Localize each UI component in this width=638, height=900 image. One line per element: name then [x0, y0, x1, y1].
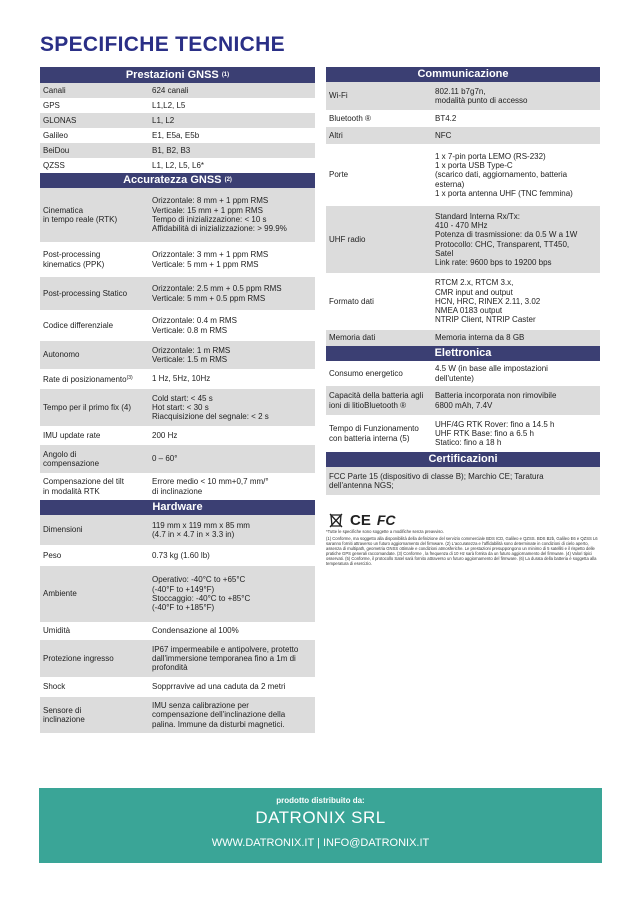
section-header-gnss	[40, 67, 315, 83]
spec-value: Memoria interna da 8 GB	[435, 333, 525, 343]
spec-label: Angolo di compensazione	[43, 449, 100, 468]
spec-row	[40, 341, 315, 369]
spec-value: 4.5 W (in base alle impostazioni dell'utente)	[435, 364, 548, 383]
spec-label-text: Rate di posizionamento	[43, 374, 127, 384]
spec-row	[40, 545, 315, 566]
spec-row	[326, 144, 600, 206]
spec-row	[40, 98, 315, 113]
spec-value: 1 Hz, 5Hz, 10Hz	[152, 374, 211, 384]
footnotes	[326, 529, 602, 568]
certification-logos	[328, 511, 396, 529]
certifications-row	[326, 467, 600, 495]
spec-value: 802.11 b7g7n, modalità punto di accesso	[435, 86, 528, 105]
accuracy-table	[40, 188, 315, 500]
section-title: Accuratezza GNSS	[123, 174, 222, 186]
spec-label: Post-processing kinematics (PPK)	[43, 250, 105, 269]
section-title: Communicazione	[417, 68, 509, 80]
spec-row	[40, 143, 315, 158]
spec-row	[326, 386, 600, 415]
spec-value: 1 x 7-pin porta LEMO (RS-232) 1 x porta USB Type-C (scarico dati, aggiornamento, batteria esterna) 1 x porta antenna UHF (TNC femmina)	[435, 151, 573, 198]
spec-row	[40, 640, 315, 677]
spec-value: L1, L2, L5, L6*	[152, 160, 205, 170]
spec-label: Porte	[329, 170, 349, 180]
spec-label-note: (3)	[126, 374, 133, 381]
spec-value: L1, L2	[152, 115, 175, 125]
spec-value: NFC	[435, 130, 452, 140]
spec-row	[40, 622, 315, 640]
spec-row	[40, 310, 315, 341]
spec-value: L1,L2, L5	[152, 100, 186, 110]
spec-row	[40, 83, 315, 98]
distributor-footer	[39, 788, 602, 863]
spec-value: RTCM 2.x, RTCM 3.x, CMR input and output HCN, HRC, RINEX 2.11, 3.02 NMEA 0183 output NTRIP Client, NTRIP Caster	[435, 278, 541, 325]
spec-label: Tempo per il primo fix (4)	[43, 402, 132, 412]
spec-value: 200 Hz	[152, 430, 178, 440]
section-note: (2)	[224, 177, 232, 183]
distributed-by-label: prodotto distribuito da:	[276, 796, 365, 805]
spec-label: Dimensioni	[43, 525, 83, 535]
spec-value: BT4.2	[435, 113, 457, 123]
spec-value: 0 – 60°	[152, 454, 178, 464]
spec-label: Galileo	[43, 130, 68, 140]
section-note: (1)	[221, 72, 230, 78]
footnote-disclaimer: *Tutte le specifiche sono soggette a modifiche senza preavviso.	[326, 529, 444, 534]
spec-value: E1, E5a, E5b	[152, 130, 200, 140]
spec-label: GLONAS	[43, 115, 77, 125]
fcc-logo: FC	[376, 512, 396, 528]
spec-value: Operativo: -40°C to +65°C (-40°F to +149°F) Stoccaggio: -40°C to +85°C (-40°F to +185°F)	[152, 575, 251, 613]
spec-label: Altri	[329, 130, 343, 140]
spec-value: UHF/4G RTK Rover: fino a 14.5 h UHF RTK Base: fino a 6.5 h Statico: fino a 18 h	[435, 419, 555, 448]
spec-label: Shock	[43, 682, 66, 692]
spec-row	[326, 415, 600, 452]
spec-label: Cinematica in tempo reale (RTK)	[43, 205, 118, 224]
spec-value: Orizzontale: 3 mm + 1 ppm RMS Verticale: 5 mm + 1 ppm RMS	[152, 250, 269, 269]
section-header-hardware	[40, 500, 315, 515]
spec-label: Ambiente	[43, 589, 77, 599]
spec-label: Compensazione del tilt in modalità RTK	[43, 477, 124, 496]
spec-label: Sensore di inclinazione	[43, 705, 85, 724]
spec-label: BeiDou	[43, 145, 70, 155]
spec-value: Batteria incorporata non rimovibile 6800 mAh, 7.4V	[435, 391, 557, 410]
spec-label: GPS	[43, 100, 60, 110]
spec-row	[40, 445, 315, 473]
spec-value: Standard Interna Rx/Tx: 410 - 470 MHz Potenza di trasmissione: da 0.5 W a 1W Protocollo: CHC, Transparent, TT450, Satel Link rate: 9600 bps to 19200 bps	[435, 211, 578, 268]
spec-label: Canali	[43, 85, 66, 95]
spec-label: Umidità	[43, 626, 71, 636]
spec-label: Post-processing Statico	[43, 288, 128, 298]
spec-row	[40, 426, 315, 445]
spec-label: Consumo energetico	[329, 368, 403, 378]
spec-value: IP67 impermeabile e antipolvere, protetto dall'immersione temporanea fino a 1m di profondità	[152, 644, 299, 673]
spec-row	[40, 566, 315, 622]
spec-row	[40, 369, 315, 389]
section-title: Certificazioni	[428, 453, 498, 465]
spec-label: Capacità della batteria agli ioni di litioBluetooth ®	[329, 391, 424, 410]
spec-value: 0.73 kg (1.60 lb)	[152, 550, 210, 560]
spec-row	[326, 273, 600, 330]
section-header-accuracy	[40, 173, 315, 188]
spec-value: IMU senza calibrazione per compensazione dell'inclinazione della palina. Immune da disturbi magnetici.	[152, 701, 286, 729]
spec-row	[326, 206, 600, 273]
spec-value: Errore medio < 10 mm+0,7 mm/° di inclinazione	[152, 477, 269, 496]
company-name: DATRONIX SRL	[255, 808, 386, 827]
spec-label: Protezione ingresso	[43, 653, 114, 663]
spec-label: Formato dati	[329, 296, 374, 306]
spec-value: Orizzontale: 8 mm + 1 ppm RMS Verticale: 15 mm + 1 ppm RMS Tempo di inizializzazione: < 10 s Affidabilità di inizializzazione: > 99.9%	[152, 196, 287, 234]
page-title: SPECIFICHE TECNICHE	[40, 33, 285, 56]
spec-value: Sopprravive ad una caduta da 2 metri	[152, 682, 286, 692]
spec-label: QZSS	[43, 160, 65, 170]
section-header-communication	[326, 67, 600, 82]
right-column	[326, 67, 600, 495]
spec-row	[40, 158, 315, 173]
spec-row	[40, 515, 315, 545]
gnss-table	[40, 83, 315, 173]
contact-info[interactable]: WWW.DATRONIX.IT | INFO@DATRONIX.IT	[211, 837, 430, 849]
spec-row	[40, 188, 315, 242]
spec-row	[40, 277, 315, 310]
spec-value: Condensazione al 100%	[152, 626, 239, 636]
section-title: Elettronica	[434, 347, 492, 359]
electronics-table	[326, 361, 600, 452]
spec-row	[326, 361, 600, 386]
spec-value: Cold start: < 45 s Hot start: < 30 s Riacquisizione del segnale: < 2 s	[152, 393, 269, 422]
spec-row	[326, 82, 600, 110]
ce-mark-logo: CE	[350, 511, 371, 529]
spec-row	[40, 128, 315, 143]
spec-label: Codice differenziale	[43, 320, 114, 330]
spec-row	[326, 127, 600, 144]
spec-row	[326, 110, 600, 127]
section-title: Hardware	[152, 501, 203, 513]
footnote-notes: (1) Conforme, ma soggetto alla disponibilità della definizione del servizio commerciale BDS ICD, Galileo e QZSS. BDS B2b, Galileo E6 e QZSS L6 saranno forniti attraverso un futuro aggiornamento del firmware. (2) L'accuratezza e l'affidabilità sono determinate in condizioni di cielo aperto, assenza di multipath, geometria GNSS ottimale e condizioni atmosferiche. Le prestazioni presuppongono un minimo di 5 satelliti e il rispetto delle pratiche GPS generali raccomandate. (3) Conforme , la frequenza di 10 Hz sarà fornita da un futuro aggiornamento del firmware. (4) Valori tipici osservati. (5) Conforme, il protocollo Satel sarà fornito attraverso un futuro aggiornamento del firmware. (6) La durata della batteria è soggetta alla temperatura di esercizio.	[326, 535, 598, 567]
spec-value: Orizzontale: 1 m RMS Verticale: 1.5 m RMS	[152, 345, 231, 364]
section-title: Prestazioni GNSS	[125, 69, 219, 81]
spec-label: Wi-Fi	[329, 91, 348, 101]
recycle-bin-crossed-icon	[328, 512, 344, 528]
spec-label: UHF radio	[329, 234, 366, 244]
spec-row	[40, 697, 315, 733]
communication-table	[326, 82, 600, 346]
certifications-text: FCC Parte 15 (dispositivo di classe B); Marchio CE; Taratura dell'antenna NGS;	[329, 471, 544, 490]
spec-row	[326, 330, 600, 346]
spec-value: Orizzontale: 2.5 mm + 0.5 ppm RMS Verticale: 5 mm + 0.5 ppm RMS	[152, 284, 282, 303]
hardware-table	[40, 515, 315, 733]
spec-value: 624 canali	[152, 85, 189, 95]
spec-row	[40, 389, 315, 426]
spec-label: Memoria dati	[329, 333, 376, 343]
spec-row	[40, 242, 315, 277]
left-column	[40, 67, 315, 733]
spec-label: Bluetooth ®	[329, 113, 371, 123]
spec-value: B1, B2, B3	[152, 145, 191, 155]
section-header-electronics	[326, 346, 600, 361]
spec-value: 119 mm x 119 mm x 85 mm (4.7 in × 4.7 in × 3.3 in)	[152, 520, 250, 539]
spec-label: Peso	[43, 550, 62, 560]
spec-label: IMU update rate	[43, 430, 101, 440]
spec-row	[40, 113, 315, 128]
spec-row	[40, 677, 315, 697]
spec-label	[40, 374, 152, 384]
spec-label: Tempo di Funzionamento con batteria interna (5)	[329, 424, 419, 443]
spec-value: Orizzontale: 0.4 m RMS Verticale: 0.8 m RMS	[152, 316, 237, 335]
section-header-certifications	[326, 452, 600, 467]
spec-row	[40, 473, 315, 500]
spec-label: Autonomo	[43, 350, 80, 360]
